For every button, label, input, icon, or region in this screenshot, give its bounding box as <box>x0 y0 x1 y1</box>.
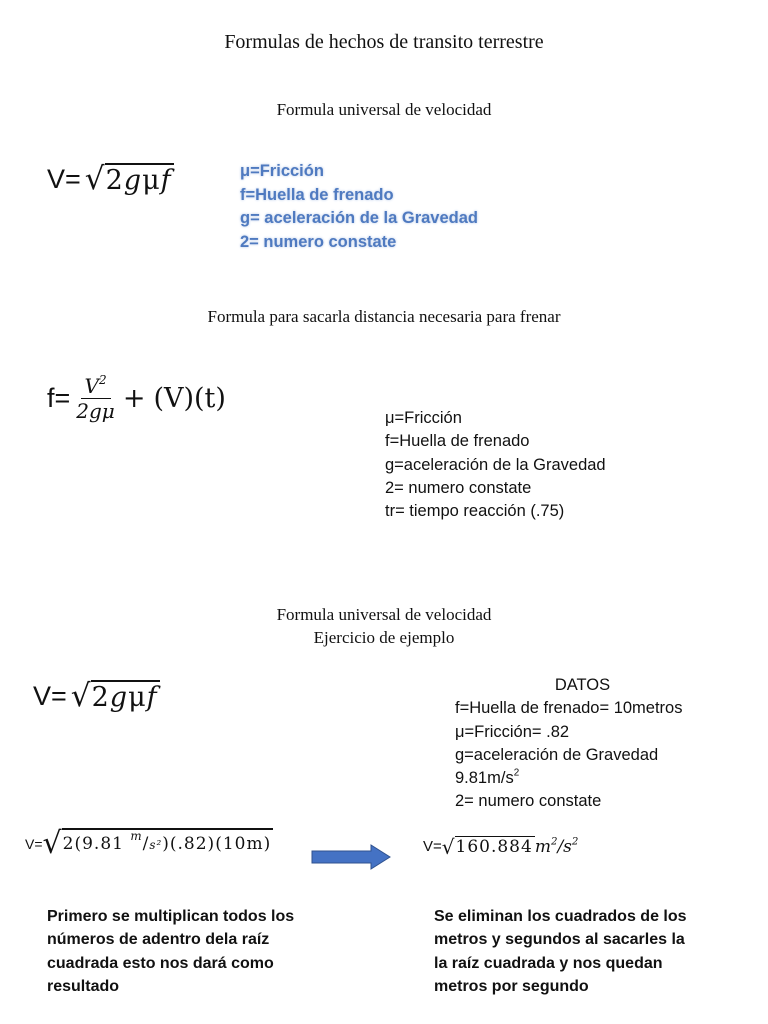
legend-item: f=Huella de frenado <box>385 432 530 451</box>
example-velocity-formula <box>33 680 160 713</box>
datos-item: 2= numero constate <box>455 792 602 811</box>
radical-sign-icon: √ <box>84 161 105 198</box>
denominator: 2gμ <box>76 399 115 423</box>
datos-item: f=Huella de frenado= 10metros <box>455 699 683 718</box>
legend-item: g= aceleración de la Gravedad <box>240 209 478 227</box>
legend-item: g=aceleración de la Gravedad <box>385 455 606 474</box>
plus-sign: + <box>122 383 146 414</box>
right-arrow-icon <box>311 844 391 870</box>
radicand: 2gμf <box>91 682 158 713</box>
datos-item: μ=Fricción= .82 <box>455 722 570 741</box>
datos-title: DATOS <box>554 676 611 694</box>
radicand: 160.884 <box>455 837 533 857</box>
square-root <box>71 680 160 713</box>
result-unit: $m^2/s^2$ <box>534 836 579 857</box>
section2-heading: Formula para sacarla distancia necesaria para frenar <box>207 307 561 326</box>
result-formula <box>423 836 578 857</box>
square-root <box>442 836 535 857</box>
radicand: 2gμf <box>105 165 172 196</box>
substitution-formula <box>25 826 273 862</box>
numerator: $V^2$ <box>81 374 111 399</box>
legend-item: tr= tiempo reacción (.75) <box>385 502 565 521</box>
fraction <box>74 374 117 423</box>
velocity-formula <box>47 163 174 196</box>
section1-legend <box>240 160 478 254</box>
braking-distance-formula <box>47 374 226 423</box>
section2-legend <box>385 407 606 523</box>
section1-heading: Formula universal de velocidad <box>276 100 492 119</box>
legend-item: 2= numero constate <box>385 478 532 497</box>
radical-sign-icon: √ <box>70 678 91 715</box>
formula-lhs: V= <box>423 838 442 855</box>
formula-lhs: V= <box>33 681 67 711</box>
legend-item: μ=Fricción <box>240 162 324 180</box>
section3-heading: Formula universal de velocidad Ejercicio de ejemplo <box>276 605 492 647</box>
radical-sign-icon: √ <box>441 834 455 859</box>
radicand: 2(9.81 $^m$/s²)(.82)(10m) <box>62 828 274 858</box>
formula-lhs: V= <box>25 836 43 852</box>
explanation-left: Primero se multiplican todos los números de adentro dela raíz cuadrada esto nos dará como resultado <box>47 908 295 995</box>
formula-lhs: V= <box>47 164 81 194</box>
radical-sign-icon: √ <box>42 826 62 862</box>
legend-item: μ=Fricción <box>385 409 462 427</box>
legend-item: f=Huella de frenado <box>240 185 394 204</box>
formula-tail: (V)(t) <box>153 383 226 414</box>
square-root <box>42 826 274 862</box>
legend-item: 2= numero constate <box>240 232 397 251</box>
explanation-right: Se eliminan los cuadrados de los metros y segundos al sacarles la la raíz cuadrada y nos quedan metros por segundo <box>434 908 687 995</box>
datos-gravity-value: $9.81m/s^2$ <box>455 767 520 788</box>
datos-item: g=aceleración de Gravedad <box>455 745 659 764</box>
page-title: Formulas de hechos de transito terrestre <box>224 31 544 53</box>
datos-box <box>455 674 715 814</box>
square-root <box>85 163 174 196</box>
formula-lhs: f= <box>47 383 71 413</box>
